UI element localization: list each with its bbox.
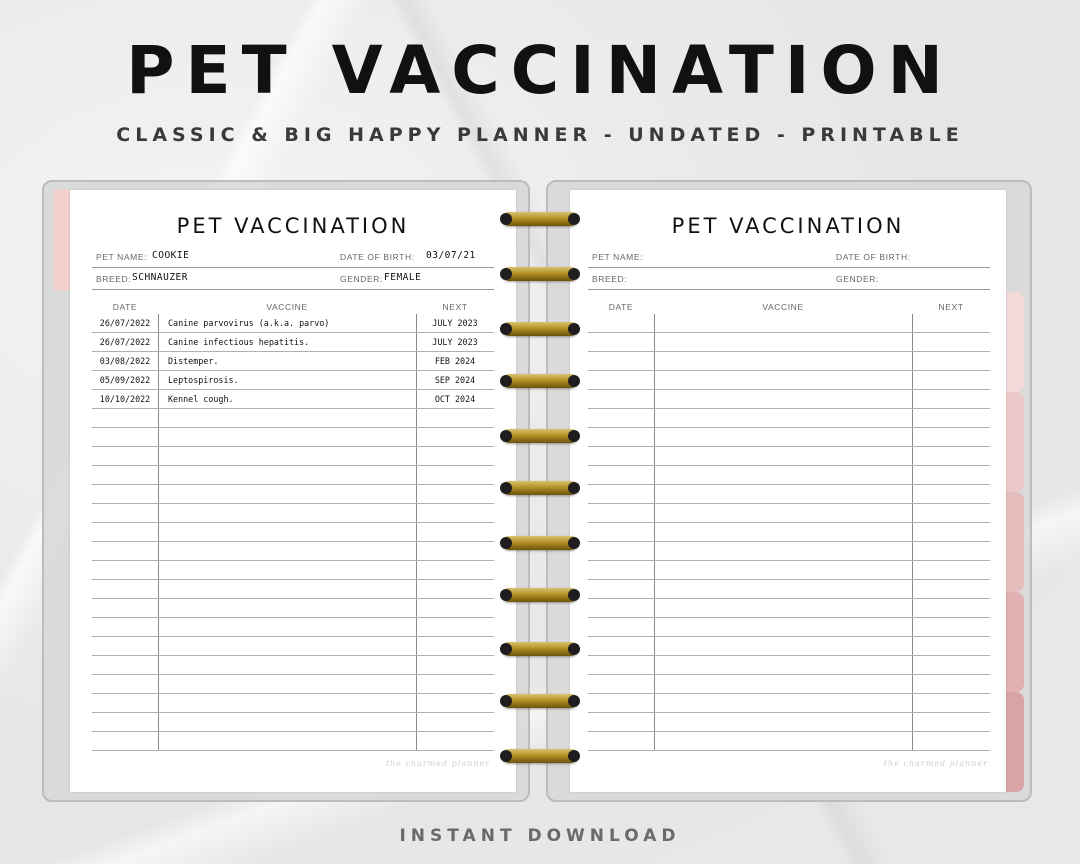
table-rule-line [92, 465, 494, 466]
table-rule-line [588, 579, 990, 580]
breed-info-row [92, 268, 494, 290]
binder-ring [502, 749, 578, 763]
row-vaccine[interactable]: Canine infectious hepatitis. [168, 337, 310, 347]
page-title: PET VACCINATION [176, 214, 410, 238]
table-rule-line [588, 332, 990, 333]
table-rule-line [92, 484, 494, 485]
table-rule-line [92, 351, 494, 352]
right-divider-tab[interactable] [1004, 592, 1024, 692]
table-rule-line [92, 598, 494, 599]
row-date[interactable]: 05/09/2022 [99, 375, 151, 385]
date-of-birth-value[interactable]: 03/07/21 [426, 250, 476, 261]
column-divider [654, 314, 655, 750]
breed-label: BREED: [96, 274, 132, 284]
table-rule-line [92, 560, 494, 561]
table-rule-line [588, 370, 990, 371]
row-next[interactable]: JULY 2023 [432, 337, 478, 347]
vaccine-column-header: VACCINE [266, 302, 308, 312]
gender-label: GENDER: [836, 274, 879, 284]
table-rule-line [92, 617, 494, 618]
pet-name-label: PET NAME: [592, 252, 644, 262]
pet-info-row [588, 246, 990, 268]
table-rule-line [588, 636, 990, 637]
row-vaccine[interactable]: Leptospirosis. [168, 375, 239, 385]
table-rule-line [92, 731, 494, 732]
gender-value[interactable]: FEMALE [384, 272, 422, 283]
table-rule-line [92, 693, 494, 694]
row-next[interactable]: SEP 2024 [434, 375, 476, 385]
table-rule-line [588, 655, 990, 656]
binder-ring [502, 267, 578, 281]
table-rule-line [92, 446, 494, 447]
binder-ring [502, 212, 578, 226]
binder-ring [502, 374, 578, 388]
table-rule-line [92, 712, 494, 713]
row-next[interactable]: FEB 2024 [434, 356, 476, 366]
page-title: PET VACCINATION [671, 214, 905, 238]
breed-value[interactable]: SCHNAUZER [132, 272, 188, 283]
table-rule-line [588, 389, 990, 390]
row-vaccine[interactable]: Canine parvovirus (a.k.a. parvo) [168, 318, 330, 328]
instant-download-label: INSTANT DOWNLOAD [399, 826, 681, 846]
right-divider-tab[interactable] [1004, 492, 1024, 592]
table-rule-line [588, 522, 990, 523]
pet-name-value[interactable]: COOKIE [152, 250, 190, 261]
binder-ring [502, 536, 578, 550]
row-date[interactable]: 03/08/2022 [99, 356, 151, 366]
brand-watermark: the charmed planner [385, 759, 490, 768]
table-rule-line [92, 674, 494, 675]
table-rule-line [92, 389, 494, 390]
table-rule-line [92, 370, 494, 371]
table-rule-line [588, 693, 990, 694]
pet-name-label: PET NAME: [96, 252, 148, 262]
date-of-birth-label: DATE OF BIRTH: [836, 252, 911, 262]
table-rule-line [92, 427, 494, 428]
left-page [70, 190, 516, 792]
table-rule-line [92, 541, 494, 542]
table-rule-line [588, 446, 990, 447]
table-rule-line [588, 560, 990, 561]
table-rule-line [588, 408, 990, 409]
binder-ring [502, 694, 578, 708]
binder-ring [502, 481, 578, 495]
breed-label: BREED: [592, 274, 628, 284]
right-divider-tab[interactable] [1004, 292, 1024, 392]
row-date[interactable]: 26/07/2022 [99, 318, 151, 328]
table-rule-line [92, 522, 494, 523]
next-column-header: NEXT [442, 302, 468, 312]
table-rule-line [588, 750, 990, 751]
row-date[interactable]: 26/07/2022 [99, 337, 151, 347]
gender-label: GENDER: [340, 274, 383, 284]
brand-watermark: the charmed planner [883, 759, 988, 768]
binder-ring [502, 322, 578, 336]
table-rule-line [588, 351, 990, 352]
right-divider-tab[interactable] [1004, 692, 1024, 792]
date-column-header: DATE [608, 302, 634, 312]
row-vaccine[interactable]: Distemper. [168, 356, 219, 366]
date-of-birth-label: DATE OF BIRTH: [340, 252, 415, 262]
table-rule-line [92, 636, 494, 637]
table-rule-line [92, 408, 494, 409]
table-rule-line [588, 712, 990, 713]
right-page [570, 190, 1006, 792]
table-rule-line [588, 541, 990, 542]
row-vaccine[interactable]: Kennel cough. [168, 394, 234, 404]
table-rule-line [588, 617, 990, 618]
column-divider [158, 314, 159, 750]
table-rule-line [92, 503, 494, 504]
table-rule-line [92, 655, 494, 656]
headline-title: PET VACCINATION [126, 32, 954, 109]
row-date[interactable]: 10/10/2022 [99, 394, 151, 404]
vaccination-table [92, 314, 494, 750]
binder-ring [502, 429, 578, 443]
vaccination-table [588, 314, 990, 750]
date-column-header: DATE [112, 302, 138, 312]
breed-info-row [588, 268, 990, 290]
row-next[interactable]: JULY 2023 [432, 318, 478, 328]
row-next[interactable]: OCT 2024 [434, 394, 476, 404]
table-rule-line [588, 484, 990, 485]
table-rule-line [92, 579, 494, 580]
table-rule-line [92, 332, 494, 333]
right-divider-tab[interactable] [1004, 392, 1024, 492]
table-rule-line [92, 750, 494, 751]
table-rule-line [588, 465, 990, 466]
pet-info-row [92, 246, 494, 268]
binder-ring [502, 642, 578, 656]
table-rule-line [588, 674, 990, 675]
table-rule-line [588, 503, 990, 504]
table-rule-line [588, 731, 990, 732]
headline-subtitle: CLASSIC & BIG HAPPY PLANNER - UNDATED - PRINTABLE [116, 124, 964, 146]
table-rule-line [588, 427, 990, 428]
binder-ring [502, 588, 578, 602]
column-divider [912, 314, 913, 750]
vaccine-column-header: VACCINE [762, 302, 804, 312]
table-rule-line [588, 598, 990, 599]
next-column-header: NEXT [938, 302, 964, 312]
